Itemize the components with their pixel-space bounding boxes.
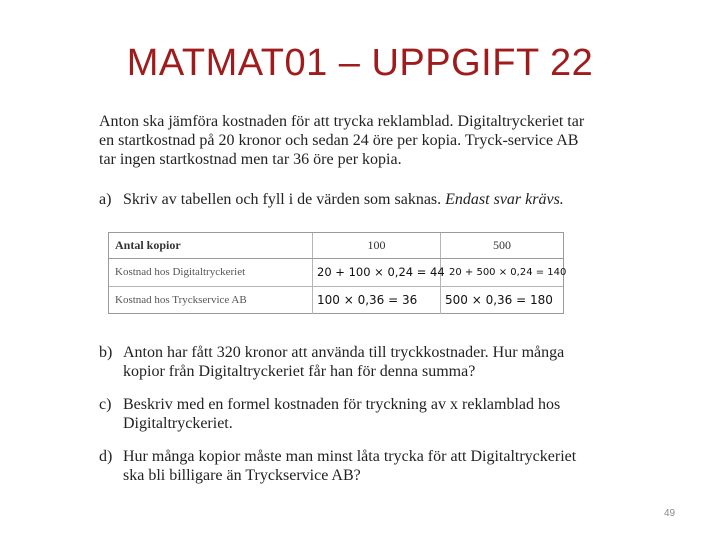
question-a-letter: a)	[99, 191, 112, 208]
question-d-letter: d)	[99, 448, 113, 465]
answer-cell: 500 × 0,36 = 180	[445, 293, 553, 307]
header-100: 100	[313, 233, 441, 258]
row-label-tryckservice: Kostnad hos Tryckservice AB	[109, 287, 313, 314]
row-label-digitaltryckeriet: Kostnad hos Digitaltryckeriet	[109, 259, 313, 286]
slide-title: MATMAT01 – UPPGIFT 22	[126, 42, 594, 84]
question-a-text: Skriv av tabellen och fyll i de värden som saknas.	[123, 191, 442, 208]
question-c-letter: c)	[99, 396, 112, 413]
question-a	[99, 190, 599, 209]
answer-cell: 20 + 100 × 0,24 = 44	[313, 259, 441, 286]
question-d-text: Hur många kopior måste man minst låta trycka för att Digitaltryckeriet ska bli billigare än Tryckservice AB?	[123, 448, 577, 484]
table-row	[109, 259, 567, 287]
page-number: 49	[664, 508, 676, 519]
question-c-text: Beskriv med en formel kostnaden för tryckning av x reklamblad hos Digitaltryckeriet.	[123, 396, 561, 432]
answer-cell: 20 + 500 × 0,24 = 140	[449, 267, 567, 278]
answer-cell: 100 × 0,36 = 36	[313, 287, 441, 314]
header-500: 500	[493, 238, 511, 252]
problem-intro: Anton ska jämföra kostnaden för att trycka reklamblad. Digitaltryckeriet tar en startkostnad på 20 kronor och sedan 24 öre per kopia. Tryck-service AB tar ingen startkostnad men tar 36 öre per kopia.	[99, 113, 585, 168]
table-header-row	[109, 233, 563, 259]
cost-table	[108, 232, 567, 314]
table-row	[109, 287, 563, 314]
question-b	[99, 343, 599, 381]
header-copies: Antal kopior	[109, 233, 313, 258]
question-c	[99, 395, 599, 433]
question-b-letter: b)	[99, 344, 113, 361]
question-a-emphasis: Endast svar krävs.	[445, 191, 564, 208]
question-d	[99, 447, 599, 485]
question-b-text: Anton har fått 320 kronor att använda till tryckkostnader. Hur många kopior från Digitaltryckeriet får han för denna summa?	[123, 344, 565, 380]
